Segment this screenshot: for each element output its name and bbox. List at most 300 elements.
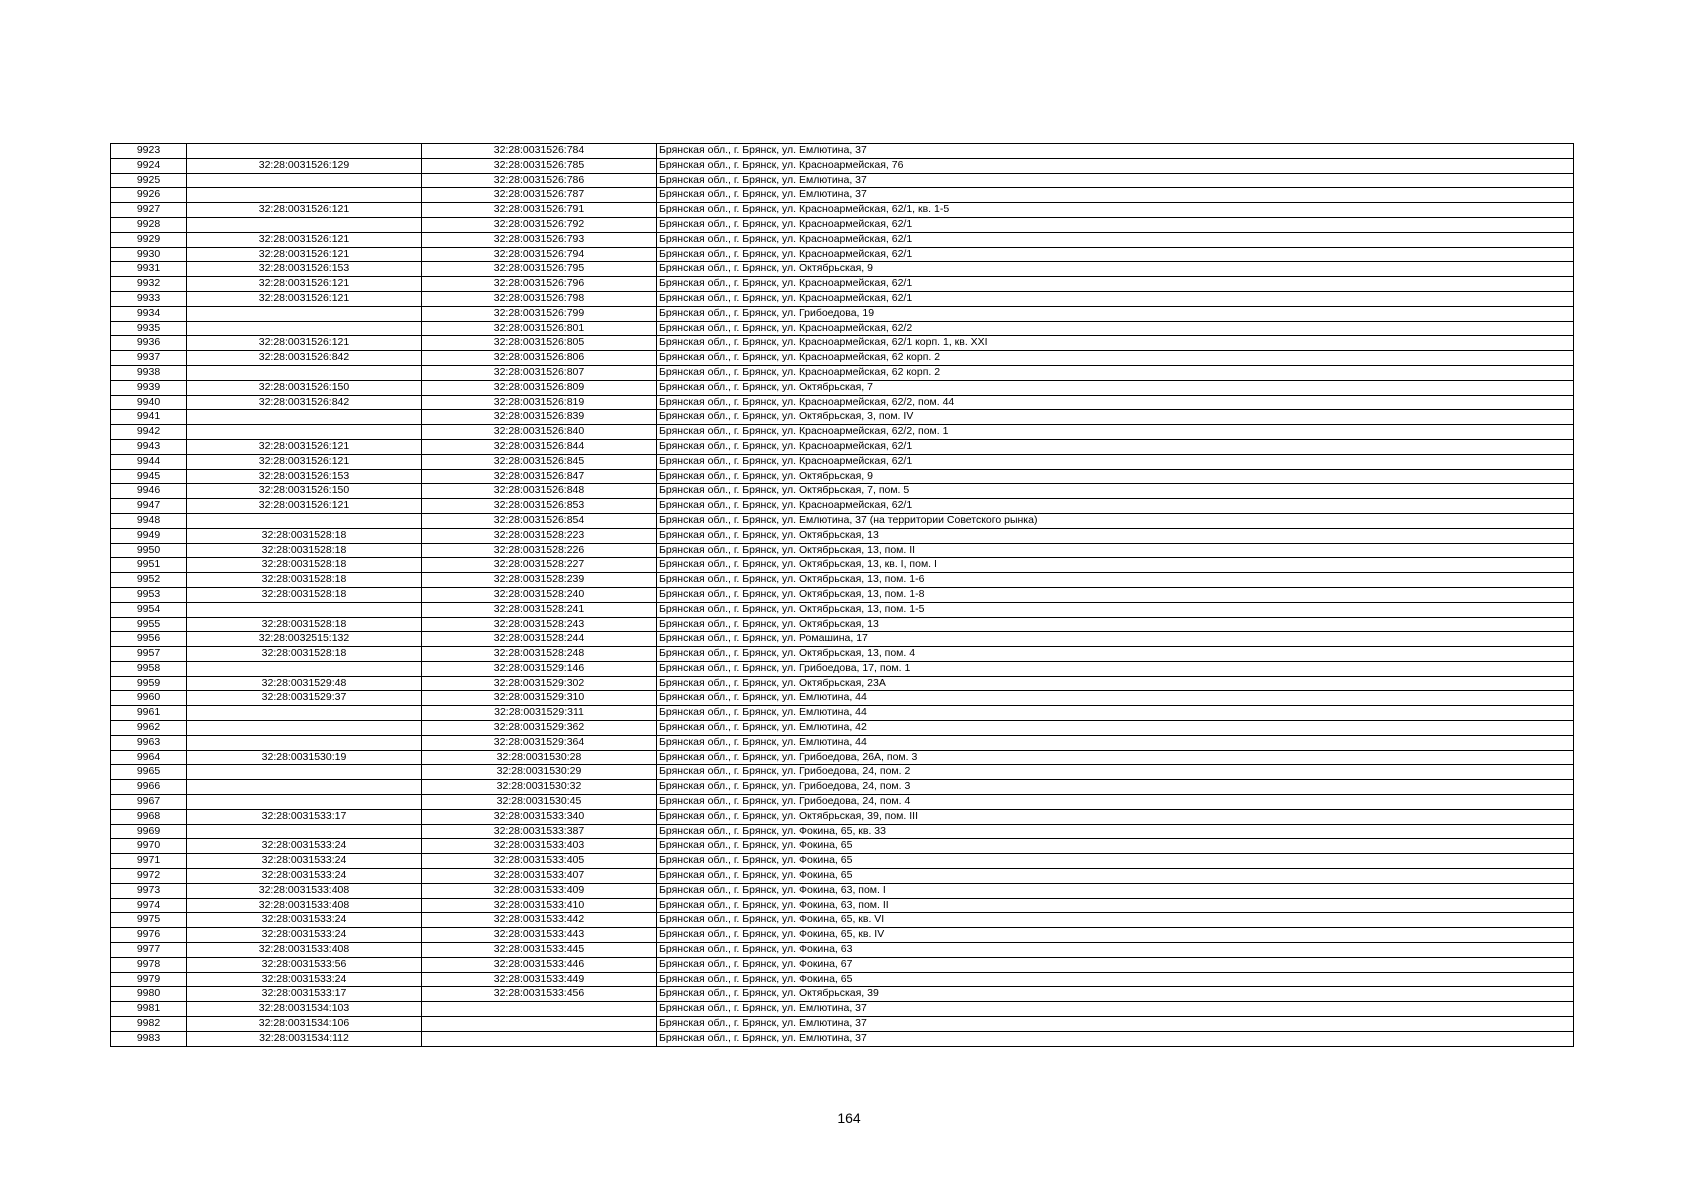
table-row xyxy=(111,854,1574,869)
table-row xyxy=(111,898,1574,913)
row-number-cell: 9956 xyxy=(111,632,187,647)
table-row xyxy=(111,943,1574,958)
address-cell: Брянская обл., г. Брянск, ул. Фокина, 65, кв. 33 xyxy=(657,824,1574,839)
row-number-cell: 9980 xyxy=(111,987,187,1002)
address-cell: Брянская обл., г. Брянск, ул. Красноармейская, 62/2, пом. 44 xyxy=(657,395,1574,410)
table-row xyxy=(111,158,1574,173)
table-row xyxy=(111,661,1574,676)
table-row xyxy=(111,795,1574,810)
cadastral-number-cell: 32:28:0031528:227 xyxy=(422,558,657,573)
parent-cadastral-cell: 32:28:0031533:24 xyxy=(187,854,422,869)
parent-cadastral-cell: 32:28:0031526:121 xyxy=(187,454,422,469)
row-number-cell: 9928 xyxy=(111,217,187,232)
table-row xyxy=(111,883,1574,898)
row-number-cell: 9945 xyxy=(111,469,187,484)
cadastral-number-cell: 32:28:0031526:801 xyxy=(422,321,657,336)
address-cell: Брянская обл., г. Брянск, ул. Красноармейская, 62/2 xyxy=(657,321,1574,336)
row-number-cell: 9978 xyxy=(111,957,187,972)
address-cell: Брянская обл., г. Брянск, ул. Октябрьская, 13, пом. 4 xyxy=(657,647,1574,662)
parent-cadastral-cell: 32:28:0031526:150 xyxy=(187,484,422,499)
table-row xyxy=(111,809,1574,824)
address-cell: Брянская обл., г. Брянск, ул. Красноармейская, 62/1 xyxy=(657,247,1574,262)
parent-cadastral-cell xyxy=(187,780,422,795)
address-cell: Брянская обл., г. Брянск, ул. Емлютина, 37 xyxy=(657,144,1574,159)
table-row xyxy=(111,573,1574,588)
cadastral-number-cell: 32:28:0031526:805 xyxy=(422,336,657,351)
table-row xyxy=(111,291,1574,306)
parent-cadastral-cell: 32:28:0031533:24 xyxy=(187,913,422,928)
cadastral-number-cell: 32:28:0031530:29 xyxy=(422,765,657,780)
parent-cadastral-cell: 32:28:0031528:18 xyxy=(187,558,422,573)
table-row xyxy=(111,528,1574,543)
row-number-cell: 9968 xyxy=(111,809,187,824)
table-row xyxy=(111,824,1574,839)
row-number-cell: 9923 xyxy=(111,144,187,159)
address-cell: Брянская обл., г. Брянск, ул. Емлютина, 42 xyxy=(657,721,1574,736)
address-cell: Брянская обл., г. Брянск, ул. Емлютина, 44 xyxy=(657,691,1574,706)
address-cell: Брянская обл., г. Брянск, ул. Красноармейская, 62/1 xyxy=(657,499,1574,514)
parent-cadastral-cell: 32:28:0031533:17 xyxy=(187,987,422,1002)
cadastral-number-cell: 32:28:0031529:362 xyxy=(422,721,657,736)
cadastral-number-cell: 32:28:0031528:239 xyxy=(422,573,657,588)
table-row xyxy=(111,1002,1574,1017)
address-cell: Брянская обл., г. Брянск, ул. Красноармейская, 76 xyxy=(657,158,1574,173)
row-number-cell: 9934 xyxy=(111,306,187,321)
row-number-cell: 9972 xyxy=(111,869,187,884)
parent-cadastral-cell: 32:28:0031533:408 xyxy=(187,943,422,958)
table-row xyxy=(111,321,1574,336)
table-row xyxy=(111,750,1574,765)
row-number-cell: 9964 xyxy=(111,750,187,765)
address-cell: Брянская обл., г. Брянск, ул. Октябрьская, 13, пом. 1-8 xyxy=(657,587,1574,602)
row-number-cell: 9948 xyxy=(111,513,187,528)
cadastral-number-cell: 32:28:0031526:787 xyxy=(422,188,657,203)
row-number-cell: 9966 xyxy=(111,780,187,795)
row-number-cell: 9939 xyxy=(111,380,187,395)
address-cell: Брянская обл., г. Брянск, ул. Октябрьская, 7, пом. 5 xyxy=(657,484,1574,499)
row-number-cell: 9955 xyxy=(111,617,187,632)
cadastral-number-cell: 32:28:0031526:839 xyxy=(422,410,657,425)
cadastral-number-cell: 32:28:0031530:45 xyxy=(422,795,657,810)
cadastral-number-cell: 32:28:0031533:446 xyxy=(422,957,657,972)
cadastral-number-cell: 32:28:0031526:793 xyxy=(422,232,657,247)
table-row xyxy=(111,144,1574,159)
parent-cadastral-cell: 32:28:0031526:121 xyxy=(187,336,422,351)
table-row xyxy=(111,410,1574,425)
table-row xyxy=(111,425,1574,440)
cadastral-number-cell: 32:28:0031528:241 xyxy=(422,602,657,617)
parent-cadastral-cell: 32:28:0031526:842 xyxy=(187,395,422,410)
address-cell: Брянская обл., г. Брянск, ул. Емлютина, 37 xyxy=(657,173,1574,188)
row-number-cell: 9944 xyxy=(111,454,187,469)
parent-cadastral-cell: 32:28:0031533:24 xyxy=(187,869,422,884)
row-number-cell: 9940 xyxy=(111,395,187,410)
parent-cadastral-cell: 32:28:0031526:153 xyxy=(187,262,422,277)
row-number-cell: 9938 xyxy=(111,365,187,380)
parent-cadastral-cell xyxy=(187,306,422,321)
parent-cadastral-cell xyxy=(187,188,422,203)
address-cell: Брянская обл., г. Брянск, ул. Октябрьская, 13 xyxy=(657,617,1574,632)
parent-cadastral-cell xyxy=(187,513,422,528)
parent-cadastral-cell: 32:28:0031533:56 xyxy=(187,957,422,972)
parent-cadastral-cell: 32:28:0031534:103 xyxy=(187,1002,422,1017)
table-row xyxy=(111,484,1574,499)
address-cell: Брянская обл., г. Брянск, ул. Грибоедова, 24, пом. 4 xyxy=(657,795,1574,810)
parent-cadastral-cell xyxy=(187,721,422,736)
row-number-cell: 9941 xyxy=(111,410,187,425)
table-row xyxy=(111,987,1574,1002)
cadastral-number-cell: 32:28:0031533:449 xyxy=(422,972,657,987)
parent-cadastral-cell: 32:28:0031534:112 xyxy=(187,1031,422,1046)
address-cell: Брянская обл., г. Брянск, ул. Красноармейская, 62/1 xyxy=(657,454,1574,469)
address-cell: Брянская обл., г. Брянск, ул. Октябрьская, 13, пом. 1-5 xyxy=(657,602,1574,617)
row-number-cell: 9961 xyxy=(111,706,187,721)
table-row xyxy=(111,972,1574,987)
table-row xyxy=(111,765,1574,780)
cadastral-number-cell: 32:28:0031528:248 xyxy=(422,647,657,662)
row-number-cell: 9975 xyxy=(111,913,187,928)
row-number-cell: 9953 xyxy=(111,587,187,602)
address-cell: Брянская обл., г. Брянск, ул. Фокина, 65 xyxy=(657,869,1574,884)
parent-cadastral-cell: 32:28:0031533:24 xyxy=(187,839,422,854)
row-number-cell: 9967 xyxy=(111,795,187,810)
address-cell: Брянская обл., г. Брянск, ул. Емлютина, 37 (на территории Советского рынка) xyxy=(657,513,1574,528)
address-cell: Брянская обл., г. Брянск, ул. Октябрьская, 39 xyxy=(657,987,1574,1002)
cadastral-number-cell: 32:28:0031526:819 xyxy=(422,395,657,410)
address-cell: Брянская обл., г. Брянск, ул. Красноармейская, 62/1 xyxy=(657,439,1574,454)
table-row xyxy=(111,676,1574,691)
row-number-cell: 9982 xyxy=(111,1017,187,1032)
address-cell: Брянская обл., г. Брянск, ул. Грибоедова, 24, пом. 3 xyxy=(657,780,1574,795)
address-cell: Брянская обл., г. Брянск, ул. Фокина, 63, пом. I xyxy=(657,883,1574,898)
address-cell: Брянская обл., г. Брянск, ул. Емлютина, 44 xyxy=(657,735,1574,750)
row-number-cell: 9946 xyxy=(111,484,187,499)
table-row xyxy=(111,277,1574,292)
address-cell: Брянская обл., г. Брянск, ул. Красноармейская, 62 корп. 2 xyxy=(657,351,1574,366)
row-number-cell: 9925 xyxy=(111,173,187,188)
table-row xyxy=(111,232,1574,247)
parent-cadastral-cell: 32:28:0031526:121 xyxy=(187,247,422,262)
parent-cadastral-cell: 32:28:0031534:106 xyxy=(187,1017,422,1032)
cadastral-number-cell: 32:28:0031533:405 xyxy=(422,854,657,869)
row-number-cell: 9927 xyxy=(111,203,187,218)
address-cell: Брянская обл., г. Брянск, ул. Грибоедова, 17, пом. 1 xyxy=(657,661,1574,676)
row-number-cell: 9958 xyxy=(111,661,187,676)
cadastral-number-cell: 32:28:0031526:840 xyxy=(422,425,657,440)
table-row xyxy=(111,173,1574,188)
address-cell: Брянская обл., г. Брянск, ул. Фокина, 65 xyxy=(657,839,1574,854)
address-cell: Брянская обл., г. Брянск, ул. Октябрьская, 13, пом. 1-6 xyxy=(657,573,1574,588)
address-cell: Брянская обл., г. Брянск, ул. Красноармейская, 62/1 корп. 1, кв. XXI xyxy=(657,336,1574,351)
address-cell: Брянская обл., г. Брянск, ул. Красноармейская, 62/1 xyxy=(657,217,1574,232)
address-cell: Брянская обл., г. Брянск, ул. Октябрьская, 13, пом. II xyxy=(657,543,1574,558)
row-number-cell: 9932 xyxy=(111,277,187,292)
cadastral-number-cell: 32:28:0031526:784 xyxy=(422,144,657,159)
table-row xyxy=(111,188,1574,203)
parent-cadastral-cell xyxy=(187,321,422,336)
row-number-cell: 9973 xyxy=(111,883,187,898)
address-cell: Брянская обл., г. Брянск, ул. Октябрьская, 9 xyxy=(657,469,1574,484)
parent-cadastral-cell: 32:28:0031528:18 xyxy=(187,528,422,543)
table-row xyxy=(111,395,1574,410)
row-number-cell: 9936 xyxy=(111,336,187,351)
table-row xyxy=(111,691,1574,706)
row-number-cell: 9981 xyxy=(111,1002,187,1017)
parent-cadastral-cell xyxy=(187,824,422,839)
row-number-cell: 9959 xyxy=(111,676,187,691)
parent-cadastral-cell xyxy=(187,765,422,780)
cadastral-number-cell: 32:28:0031526:786 xyxy=(422,173,657,188)
cadastral-number-cell: 32:28:0031526:795 xyxy=(422,262,657,277)
table-row xyxy=(111,439,1574,454)
table-row xyxy=(111,1031,1574,1046)
table-row xyxy=(111,869,1574,884)
address-cell: Брянская обл., г. Брянск, ул. Емлютина, 37 xyxy=(657,188,1574,203)
cadastral-number-cell: 32:28:0031533:387 xyxy=(422,824,657,839)
cadastral-number-cell: 32:28:0031526:848 xyxy=(422,484,657,499)
cadastral-number-cell: 32:28:0031526:854 xyxy=(422,513,657,528)
parent-cadastral-cell: 32:28:0031526:150 xyxy=(187,380,422,395)
cadastral-number-cell: 32:28:0031529:364 xyxy=(422,735,657,750)
cadastral-number-cell: 32:28:0031530:32 xyxy=(422,780,657,795)
table-row xyxy=(111,469,1574,484)
parent-cadastral-cell: 32:28:0031533:24 xyxy=(187,972,422,987)
address-cell: Брянская обл., г. Брянск, ул. Фокина, 65 xyxy=(657,972,1574,987)
row-number-cell: 9977 xyxy=(111,943,187,958)
row-number-cell: 9979 xyxy=(111,972,187,987)
parent-cadastral-cell xyxy=(187,735,422,750)
parent-cadastral-cell: 32:28:0031533:408 xyxy=(187,898,422,913)
row-number-cell: 9943 xyxy=(111,439,187,454)
row-number-cell: 9965 xyxy=(111,765,187,780)
address-cell: Брянская обл., г. Брянск, ул. Фокина, 67 xyxy=(657,957,1574,972)
table-row xyxy=(111,454,1574,469)
page-number: 164 xyxy=(837,1110,861,1126)
cadastral-number-cell: 32:28:0031533:340 xyxy=(422,809,657,824)
row-number-cell: 9929 xyxy=(111,232,187,247)
parent-cadastral-cell xyxy=(187,661,422,676)
cadastral-number-cell: 32:28:0031526:792 xyxy=(422,217,657,232)
cadastral-number-cell: 32:28:0031533:410 xyxy=(422,898,657,913)
row-number-cell: 9983 xyxy=(111,1031,187,1046)
parent-cadastral-cell: 32:28:0031528:18 xyxy=(187,543,422,558)
parent-cadastral-cell xyxy=(187,602,422,617)
cadastral-number-cell xyxy=(422,1031,657,1046)
address-cell: Брянская обл., г. Брянск, ул. Емлютина, 44 xyxy=(657,706,1574,721)
parent-cadastral-cell: 32:28:0031528:18 xyxy=(187,587,422,602)
parent-cadastral-cell: 32:28:0031526:842 xyxy=(187,351,422,366)
cadastral-number-cell: 32:28:0031526:785 xyxy=(422,158,657,173)
table-row xyxy=(111,365,1574,380)
address-cell: Брянская обл., г. Брянск, ул. Емлютина, 37 xyxy=(657,1002,1574,1017)
row-number-cell: 9949 xyxy=(111,528,187,543)
cadastral-number-cell: 32:28:0031529:311 xyxy=(422,706,657,721)
row-number-cell: 9969 xyxy=(111,824,187,839)
cadastral-number-cell: 32:28:0031528:226 xyxy=(422,543,657,558)
row-number-cell: 9974 xyxy=(111,898,187,913)
parent-cadastral-cell: 32:28:0031529:48 xyxy=(187,676,422,691)
table-row xyxy=(111,351,1574,366)
table-row xyxy=(111,262,1574,277)
address-cell: Брянская обл., г. Брянск, ул. Емлютина, 37 xyxy=(657,1017,1574,1032)
cadastral-number-cell: 32:28:0031529:302 xyxy=(422,676,657,691)
parent-cadastral-cell: 32:28:0031526:121 xyxy=(187,439,422,454)
cadastral-number-cell: 32:28:0031526:791 xyxy=(422,203,657,218)
table-row xyxy=(111,380,1574,395)
cadastral-number-cell xyxy=(422,1002,657,1017)
cadastral-number-cell: 32:28:0031533:403 xyxy=(422,839,657,854)
cadastral-number-cell: 32:28:0031526:799 xyxy=(422,306,657,321)
address-cell: Брянская обл., г. Брянск, ул. Красноармейская, 62/2, пом. 1 xyxy=(657,425,1574,440)
table-row xyxy=(111,928,1574,943)
cadastral-number-cell: 32:28:0031526:806 xyxy=(422,351,657,366)
parent-cadastral-cell: 32:28:0031526:121 xyxy=(187,232,422,247)
parent-cadastral-cell xyxy=(187,706,422,721)
address-cell: Брянская обл., г. Брянск, ул. Октябрьская, 9 xyxy=(657,262,1574,277)
address-cell: Брянская обл., г. Брянск, ул. Красноармейская, 62/1 xyxy=(657,277,1574,292)
parent-cadastral-cell: 32:28:0031528:18 xyxy=(187,573,422,588)
cadastral-number-cell: 32:28:0031533:442 xyxy=(422,913,657,928)
cadastral-number-cell: 32:28:0031530:28 xyxy=(422,750,657,765)
parent-cadastral-cell: 32:28:0031528:18 xyxy=(187,647,422,662)
row-number-cell: 9937 xyxy=(111,351,187,366)
cadastral-number-cell: 32:28:0031526:853 xyxy=(422,499,657,514)
cadastral-number-cell: 32:28:0031533:456 xyxy=(422,987,657,1002)
parent-cadastral-cell: 32:28:0031526:121 xyxy=(187,291,422,306)
parent-cadastral-cell: 32:28:0031526:121 xyxy=(187,203,422,218)
row-number-cell: 9933 xyxy=(111,291,187,306)
address-cell: Брянская обл., г. Брянск, ул. Фокина, 65, кв. IV xyxy=(657,928,1574,943)
row-number-cell: 9926 xyxy=(111,188,187,203)
table-row xyxy=(111,587,1574,602)
cadastral-number-cell: 32:28:0031529:310 xyxy=(422,691,657,706)
parent-cadastral-cell xyxy=(187,144,422,159)
address-cell: Брянская обл., г. Брянск, ул. Октябрьская, 13 xyxy=(657,528,1574,543)
address-cell: Брянская обл., г. Брянск, ул. Октябрьская, 23А xyxy=(657,676,1574,691)
row-number-cell: 9950 xyxy=(111,543,187,558)
address-cell: Брянская обл., г. Брянск, ул. Грибоедова, 24, пом. 2 xyxy=(657,765,1574,780)
cadastral-number-cell xyxy=(422,1017,657,1032)
table-row xyxy=(111,735,1574,750)
table-row xyxy=(111,839,1574,854)
table-row xyxy=(111,913,1574,928)
registry-table-body xyxy=(111,144,1574,1047)
cadastral-number-cell: 32:28:0031533:445 xyxy=(422,943,657,958)
cadastral-number-cell: 32:28:0031528:244 xyxy=(422,632,657,647)
row-number-cell: 9951 xyxy=(111,558,187,573)
cadastral-number-cell: 32:28:0031526:796 xyxy=(422,277,657,292)
row-number-cell: 9924 xyxy=(111,158,187,173)
parent-cadastral-cell: 32:28:0031526:129 xyxy=(187,158,422,173)
parent-cadastral-cell: 32:28:0031530:19 xyxy=(187,750,422,765)
row-number-cell: 9970 xyxy=(111,839,187,854)
row-number-cell: 9976 xyxy=(111,928,187,943)
parent-cadastral-cell: 32:28:0031526:153 xyxy=(187,469,422,484)
parent-cadastral-cell xyxy=(187,425,422,440)
cadastral-number-cell: 32:28:0031526:798 xyxy=(422,291,657,306)
table-row xyxy=(111,203,1574,218)
cadastral-number-cell: 32:28:0031528:223 xyxy=(422,528,657,543)
table-row xyxy=(111,647,1574,662)
table-row xyxy=(111,617,1574,632)
cadastral-number-cell: 32:28:0031526:844 xyxy=(422,439,657,454)
address-cell: Брянская обл., г. Брянск, ул. Красноармейская, 62 корп. 2 xyxy=(657,365,1574,380)
cadastral-number-cell: 32:28:0031533:409 xyxy=(422,883,657,898)
table-row xyxy=(111,558,1574,573)
row-number-cell: 9962 xyxy=(111,721,187,736)
address-cell: Брянская обл., г. Брянск, ул. Красноармейская, 62/1 xyxy=(657,232,1574,247)
row-number-cell: 9947 xyxy=(111,499,187,514)
table-row xyxy=(111,957,1574,972)
parent-cadastral-cell xyxy=(187,365,422,380)
parent-cadastral-cell: 32:28:0032515:132 xyxy=(187,632,422,647)
row-number-cell: 9931 xyxy=(111,262,187,277)
table-row xyxy=(111,721,1574,736)
address-cell: Брянская обл., г. Брянск, ул. Фокина, 65 xyxy=(657,854,1574,869)
table-row xyxy=(111,247,1574,262)
table-row xyxy=(111,632,1574,647)
row-number-cell: 9952 xyxy=(111,573,187,588)
cadastral-number-cell: 32:28:0031526:794 xyxy=(422,247,657,262)
address-cell: Брянская обл., г. Брянск, ул. Ромашина, 17 xyxy=(657,632,1574,647)
address-cell: Брянская обл., г. Брянск, ул. Фокина, 63, пом. II xyxy=(657,898,1574,913)
table-row xyxy=(111,543,1574,558)
address-cell: Брянская обл., г. Брянск, ул. Фокина, 63 xyxy=(657,943,1574,958)
table-row xyxy=(111,499,1574,514)
parent-cadastral-cell: 32:28:0031526:121 xyxy=(187,277,422,292)
row-number-cell: 9971 xyxy=(111,854,187,869)
table-row xyxy=(111,513,1574,528)
table-row xyxy=(111,217,1574,232)
table-row xyxy=(111,602,1574,617)
address-cell: Брянская обл., г. Брянск, ул. Октябрьская, 7 xyxy=(657,380,1574,395)
address-cell: Брянская обл., г. Брянск, ул. Красноармейская, 62/1, кв. 1-5 xyxy=(657,203,1574,218)
address-cell: Брянская обл., г. Брянск, ул. Октябрьская, 13, кв. I, пом. I xyxy=(657,558,1574,573)
address-cell: Брянская обл., г. Брянск, ул. Фокина, 65, кв. VI xyxy=(657,913,1574,928)
table-row xyxy=(111,336,1574,351)
row-number-cell: 9960 xyxy=(111,691,187,706)
registry-table xyxy=(110,143,1574,1047)
parent-cadastral-cell: 32:28:0031533:24 xyxy=(187,928,422,943)
parent-cadastral-cell xyxy=(187,410,422,425)
address-cell: Брянская обл., г. Брянск, ул. Октябрьская, 3, пом. IV xyxy=(657,410,1574,425)
table-row xyxy=(111,706,1574,721)
parent-cadastral-cell xyxy=(187,795,422,810)
cadastral-number-cell: 32:28:0031528:240 xyxy=(422,587,657,602)
address-cell: Брянская обл., г. Брянск, ул. Грибоедова, 26А, пом. 3 xyxy=(657,750,1574,765)
cadastral-number-cell: 32:28:0031526:845 xyxy=(422,454,657,469)
address-cell: Брянская обл., г. Брянск, ул. Октябрьская, 39, пом. III xyxy=(657,809,1574,824)
cadastral-number-cell: 32:28:0031533:407 xyxy=(422,869,657,884)
row-number-cell: 9930 xyxy=(111,247,187,262)
row-number-cell: 9957 xyxy=(111,647,187,662)
address-cell: Брянская обл., г. Брянск, ул. Красноармейская, 62/1 xyxy=(657,291,1574,306)
parent-cadastral-cell: 32:28:0031533:408 xyxy=(187,883,422,898)
row-number-cell: 9935 xyxy=(111,321,187,336)
cadastral-number-cell: 32:28:0031529:146 xyxy=(422,661,657,676)
cadastral-number-cell: 32:28:0031526:807 xyxy=(422,365,657,380)
row-number-cell: 9963 xyxy=(111,735,187,750)
cadastral-number-cell: 32:28:0031526:809 xyxy=(422,380,657,395)
row-number-cell: 9954 xyxy=(111,602,187,617)
parent-cadastral-cell: 32:28:0031529:37 xyxy=(187,691,422,706)
table-row xyxy=(111,306,1574,321)
cadastral-number-cell: 32:28:0031533:443 xyxy=(422,928,657,943)
parent-cadastral-cell: 32:28:0031533:17 xyxy=(187,809,422,824)
parent-cadastral-cell: 32:28:0031526:121 xyxy=(187,499,422,514)
parent-cadastral-cell xyxy=(187,217,422,232)
cadastral-number-cell: 32:28:0031526:847 xyxy=(422,469,657,484)
